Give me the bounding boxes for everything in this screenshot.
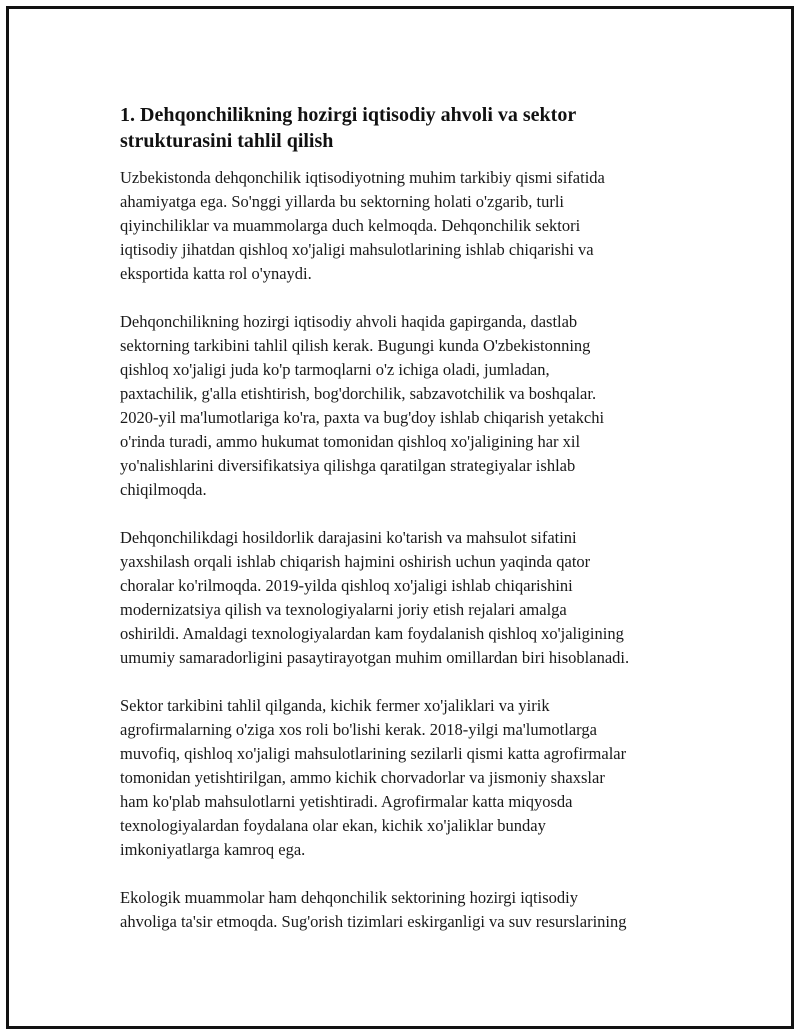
paragraph-5: Ekologik muammolar ham dehqonchilik sektorining hozirgi iqtisodiy ahvoliga ta'sir etmoqda. Sug'orish tizimlari eskirganligi va suv resurslarining (120, 888, 627, 931)
page-frame (6, 6, 794, 1029)
page-content (120, 102, 700, 958)
section-heading: 1. Dehqonchilikning hozirgi iqtisodiy ahvoli va sektor strukturasini tahlil qilish (120, 104, 577, 152)
paragraph-2: Dehqonchilikning hozirgi iqtisodiy ahvoli haqida gapirganda, dastlab sektorning tarkibini tahlil qilish kerak. Bugungi kunda O'zbekistonning qishloq xo'jaligi juda ko'p tarmoqlarni o'z ichiga oladi, jumladan, paxtachilik, g'alla etishtirish, bog'dorchilik, sabzavotchilik va boshqalar. 2020-yil ma'lumotlariga ko'ra, paxta va bug'doy ishlab chiqarish yetakchi o'rinda turadi, ammo hukumat tomonidan qishloq xo'jaligining har xil yo'nalishlarini diversifikatsiya qilishga qaratilgan strategiyalar ishlab chiqilmoqda. (120, 312, 605, 499)
paragraph-1: Uzbekistonda dehqonchilik iqtisodiyotning muhim tarkibiy qismi sifatida ahamiyatga ega. So'nggi yillarda bu sektorning holati o'zgarib, turli qiyinchiliklar va muammolarga duch kelmoqda. Dehqonchilik sektori iqtisodiy jihatdan qishloq xo'jaligi mahsulotlarining ishlab chiqarishi va eksportida katta rol o'ynaydi. (120, 168, 605, 283)
paragraph-3: Dehqonchilikdagi hosildorlik darajasini ko'tarish va mahsulot sifatini yaxshilash orqali ishlab chiqarish hajmini oshirish uchun yaqinda qator choralar ko'rilmoqda. 2019-yilda qishloq xo'jaligi ishlab chiqarishini modernizatsiya qilish va texnologiyalarni joriy etish rejalari amalga oshirildi. Amaldagi texnologiyalardan kam foydalanish qishloq xo'jaligining umumiy samaradorligini pasaytirayotgan muhim omillardan biri hisoblanadi. (120, 528, 630, 667)
paragraph-4: Sektor tarkibini tahlil qilganda, kichik fermer xo'jaliklari va yirik agrofirmalarning o'ziga xos roli bo'lishi kerak. 2018-yilgi ma'lumotlarga muvofiq, qishloq xo'jaligi mahsulotlarining sezilarli qismi katta agrofirmalar tomonidan yetishtirilgan, ammo kichik chorvadorlar va jismoniy shaxslar ham ko'plab mahsulotlarni yetishtiradi. Agrofirmalar katta miqyosda texnologiyalardan foydalana olar ekan, kichik xo'jaliklar bunday imkoniyatlarga kamroq ega. (120, 696, 627, 859)
